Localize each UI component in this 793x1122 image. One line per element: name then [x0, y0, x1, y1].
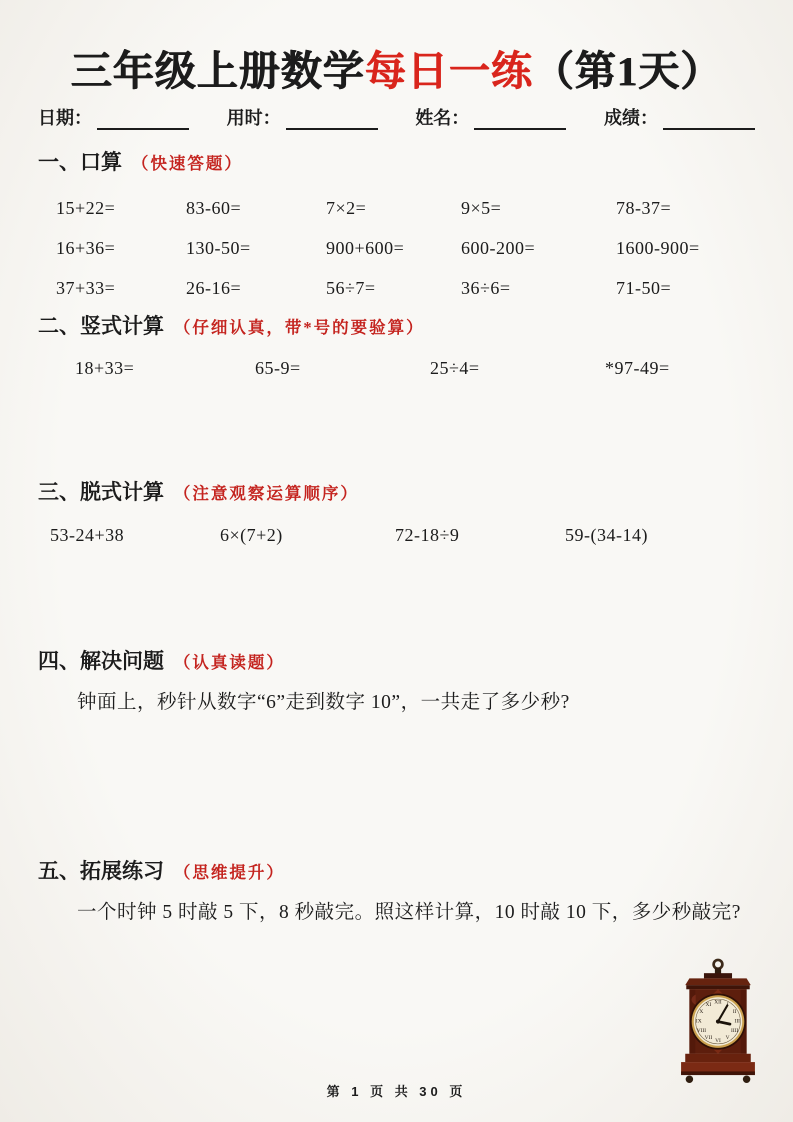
oral-problem: 900+600= — [326, 237, 405, 258]
oral-problem: 71-50= — [616, 277, 672, 298]
title-grade-part: 三年级上册数学 — [70, 48, 365, 94]
vertical-problem: 18+33= — [75, 358, 135, 378]
score-field — [604, 104, 755, 130]
svg-text:IX: IX — [695, 1018, 702, 1025]
oral-problem: 36÷6= — [461, 277, 511, 298]
section-4-title: 四、解决问题 — [38, 650, 164, 673]
oral-problem: 1600-900= — [616, 237, 700, 258]
section-5-title: 五、拓展练习 — [38, 860, 164, 883]
section-4-heading — [38, 645, 285, 675]
oral-problem: 600-200= — [461, 237, 536, 258]
section-3-title: 三、脱式计算 — [38, 481, 164, 504]
svg-text:V: V — [725, 1035, 730, 1042]
section-5-heading — [38, 855, 285, 885]
oral-problem: 56÷7= — [326, 277, 376, 298]
step-calc-row — [50, 525, 773, 546]
extension-problem-text: 一个时钟 5 时敲 5 下，8 秒敲完。照这样计算，10 时敲 10 下，多少秒敲完? — [77, 902, 741, 923]
svg-text:X: X — [699, 1008, 704, 1015]
header-fields — [38, 104, 755, 130]
date-field — [38, 104, 189, 130]
svg-text:IIII: IIII — [731, 1028, 739, 1035]
svg-text:VIII: VIII — [696, 1028, 707, 1035]
step-problem: 72-18÷9 — [395, 525, 460, 545]
time-used-blank-line — [286, 108, 378, 130]
page-title — [0, 38, 793, 97]
word-problem-text: 钟面上，秒针从数字“6”走到数字 10”，一共走了多少秒? — [77, 692, 570, 713]
oral-problem: 37+33= — [56, 277, 116, 298]
score-blank-line — [663, 108, 755, 130]
score-label: 成绩： — [603, 108, 658, 128]
svg-text:VII: VII — [704, 1035, 713, 1042]
section-3-heading — [38, 476, 359, 506]
oral-problem: 16+36= — [56, 237, 116, 258]
mantel-clock-svg — [658, 956, 778, 1086]
date-blank-line — [97, 108, 189, 130]
page-number-footer: 第 1 页 共 30 页 — [326, 1084, 467, 1099]
section-1-heading — [38, 146, 243, 176]
oral-problem: 26-16= — [186, 277, 242, 298]
vertical-problem: 25÷4= — [430, 358, 480, 378]
svg-text:II: II — [732, 1008, 737, 1015]
step-problem: 6×(7+2) — [220, 525, 283, 545]
oral-problem: 83-60= — [186, 197, 242, 218]
svg-text:XII: XII — [714, 999, 722, 1006]
section-2-hint: （仔细认真，带*号的要验算） — [173, 318, 425, 337]
oral-problem: 15+22= — [56, 197, 116, 218]
svg-text:XI: XI — [705, 1001, 712, 1008]
vertical-calc-row — [75, 358, 773, 379]
oral-arithmetic-grid — [56, 188, 773, 308]
svg-text:VI: VI — [715, 1037, 721, 1044]
time-used-field — [227, 104, 378, 130]
clock-finial-icon — [714, 960, 723, 969]
svg-text:III: III — [734, 1018, 740, 1025]
step-problem: 59-(34-14) — [565, 525, 648, 545]
name-label: 姓名： — [415, 108, 470, 128]
title-day-part: （第1天） — [532, 48, 723, 94]
section-1-hint: （快速答题） — [131, 154, 243, 173]
name-blank-line — [474, 108, 566, 130]
title-daily-practice-part: 每日一练 — [364, 48, 533, 94]
oral-problem: 7×2= — [326, 197, 367, 218]
oral-problem: 130-50= — [186, 237, 251, 258]
name-field — [415, 104, 566, 130]
vertical-problem: *97-49= — [605, 358, 670, 378]
oral-problem: 9×5= — [461, 197, 502, 218]
section-2-title: 二、竖式计算 — [38, 315, 164, 338]
date-label: 日期： — [38, 108, 92, 128]
vertical-problem: 65-9= — [255, 358, 301, 378]
section-1-title: 一、口算 — [38, 151, 122, 174]
step-problem: 53-24+38 — [50, 525, 125, 545]
section-5-hint: （思维提升） — [173, 863, 285, 882]
section-4-hint: （认真读题） — [173, 653, 285, 672]
oral-problem: 78-37= — [616, 197, 672, 218]
section-2-heading — [38, 310, 425, 340]
section-3-hint: （注意观察运算顺序） — [173, 484, 359, 503]
time-used-label: 用时： — [226, 108, 281, 128]
mantel-clock-image — [658, 956, 778, 1086]
